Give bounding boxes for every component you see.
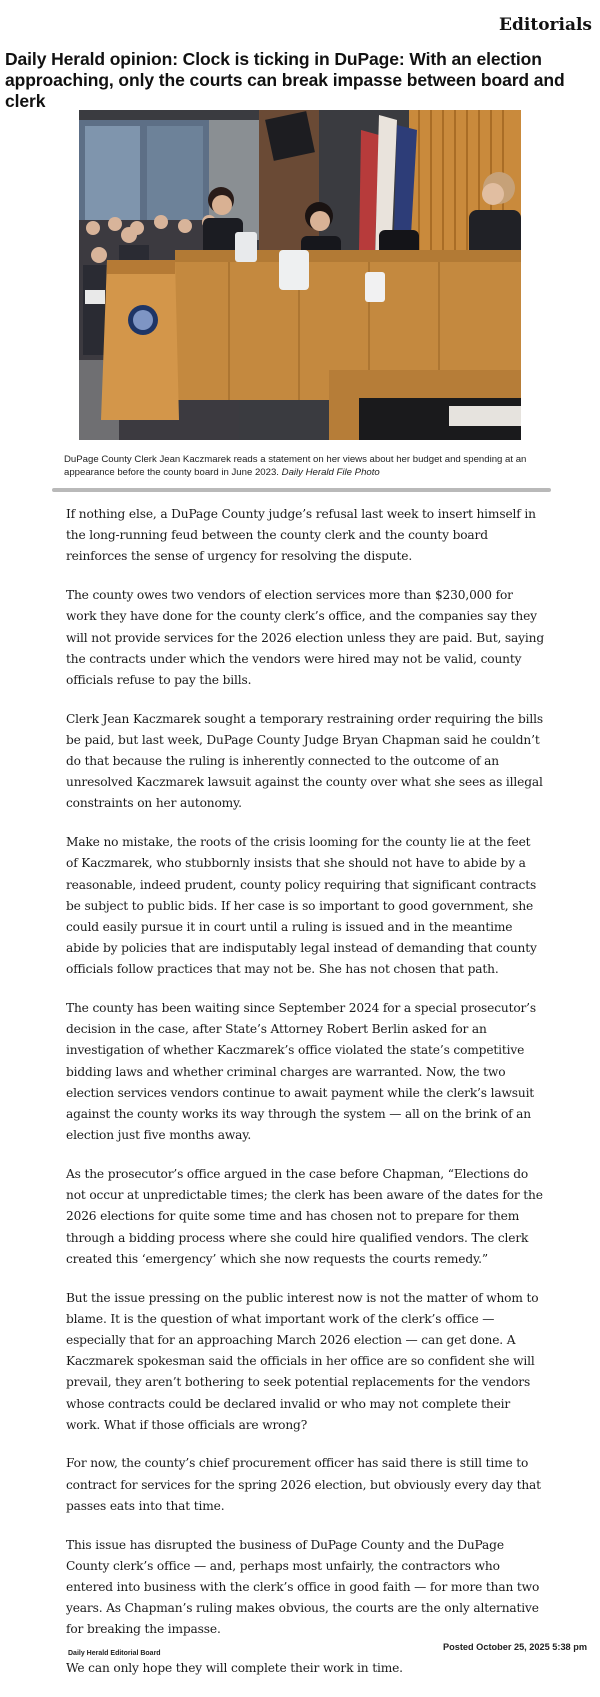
divider-rule bbox=[52, 488, 551, 492]
article-paragraph: The county has been waiting since September 2024 for a special prosecutor’s decision in the case, after State’s Attorney Robert Berlin asked for an investigation of whether Kaczmarek’s office violated the state’s competitive bidding laws and whether criminal charges are warranted. Now, the two election services vendors continue to await payment while the clerk’s lawsuit against the county works its way through the system — all on the brink of an election just five months away. bbox=[66, 1001, 537, 1143]
posted-timestamp: Posted October 25, 2025 5:38 pm bbox=[443, 1642, 587, 1652]
article-photo[interactable] bbox=[79, 110, 521, 440]
photo-credit: Daily Herald File Photo bbox=[281, 467, 380, 478]
article-paragraph: If nothing else, a DuPage County judge’s refusal last week to insert himself in the long-running feud between the county clerk and the county board reinforces the sense of urgency for resolving the dispute. bbox=[66, 507, 536, 564]
section-label[interactable]: Editorials bbox=[499, 15, 592, 35]
article-paragraph: But the issue pressing on the public interest now is not the matter of whom to blame. It is the question of what important work of the clerk’s office — especially that for an approaching March 2026 election — can get done. A Kaczmarek spokesman said the officials in her office are so confident she will prevail, they aren’t bothering to seek potential replacements for the vendors whose contracts could be declared invalid or who may not complete their work. What if those officials are wrong? bbox=[66, 1290, 539, 1432]
photo-illustration bbox=[79, 110, 521, 440]
headline: Daily Herald opinion: Clock is ticking in DuPage: With an election approaching, only the courts can break impasse between board and clerk bbox=[5, 49, 565, 111]
article-paragraph: As the prosecutor’s office argued in the case before Chapman, “Elections do not occur at unpredictable times; the clerk has been aware of the dates for the 2026 elections for quite some time and has chosen not to prepare for them through a bidding process where she could hire qualified vendors. The clerk created this ‘emergency’ which she now requests the courts remedy.” bbox=[66, 1166, 543, 1266]
article-paragraph: For now, the county’s chief procurement officer has said there is still time to contract for services for the spring 2026 election, but obviously every day that passes eats into that time. bbox=[66, 1456, 541, 1513]
article-paragraph: The county owes two vendors of election services more than $230,000 for work they have done for the county clerk’s office, and the companies say they will not provide services for the 2026 election unless they are paid. But, saying the contracts under which the vendors were hired may not be valid, county officials refuse to pay the bills. bbox=[66, 588, 544, 687]
article-paragraph: Clerk Jean Kaczmarek sought a temporary restraining order requiring the bills be paid, but last week, DuPage County Judge Bryan Chapman said he couldn’t do that because the ruling is inherently connected to the outcome of an unresolved Kaczmarek lawsuit against the county over what she sees as illegal constraints on her autonomy. bbox=[66, 711, 544, 811]
caption-text: DuPage County Clerk Jean Kaczmarek reads a statement on her views about her budget and spending at an appearance before the county board in June 2023. bbox=[64, 454, 527, 478]
photo-caption bbox=[64, 453, 544, 479]
article-paragraph: This issue has disrupted the business of DuPage County and the DuPage County clerk’s office — and, perhaps most unfairly, the contractors who entered into business with the clerk’s office in good faith — for more than two years. As Chapman’s ruling makes obvious, the courts are the only alternative for breaking the impasse. bbox=[66, 1537, 540, 1637]
article-paragraph: Make no mistake, the roots of the crisis looming for the county lie at the feet of Kaczmarek, who stubbornly insists that she should not have to abide by a reasonable, indeed prudent, county policy requiring that significant contracts be subject to public bids. If her case is so important to good government, she could easily pursue it in court until a ruling is issued and in the meantime abide by policies that are indisputably legal instead of demanding that county officials follow practices that may not be. She has not chosen that path. bbox=[66, 835, 537, 977]
article-paragraph: We can only hope they will complete their work in time. bbox=[66, 1661, 403, 1676]
article-body bbox=[66, 504, 544, 1697]
editorial-board-byline: Daily Herald Editorial Board bbox=[68, 1650, 161, 1657]
